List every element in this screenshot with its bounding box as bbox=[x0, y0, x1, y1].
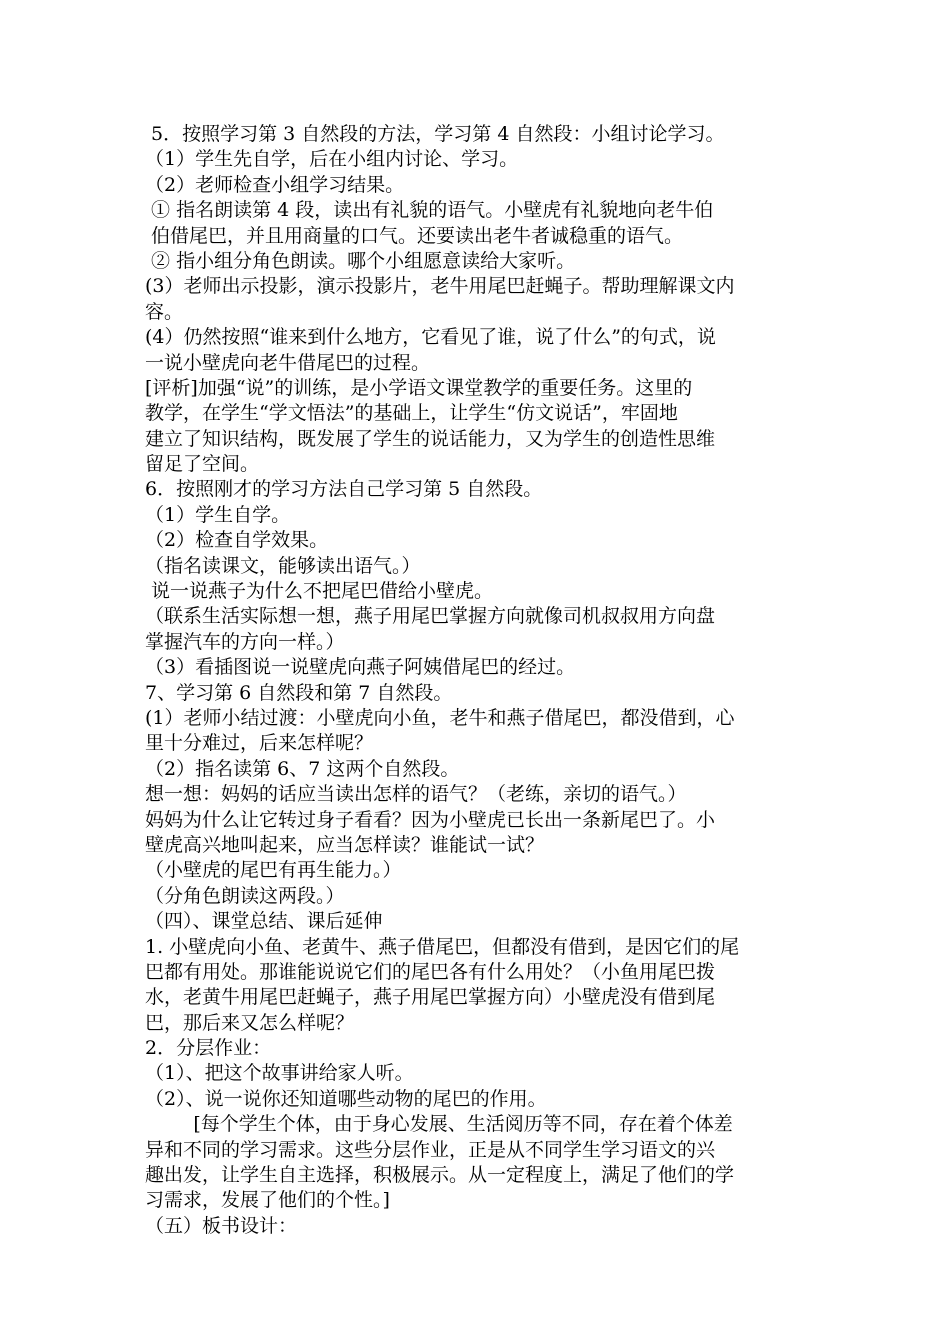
text-line: （指名读课文，能够读出语气。） bbox=[145, 554, 421, 577]
text-line: （五）板书设计： bbox=[145, 1214, 298, 1237]
text-line: 掌握汽车的方向一样。） bbox=[145, 630, 345, 653]
text-line: （2）、说一说你还知道哪些动物的尾巴的作用。 bbox=[145, 1087, 547, 1110]
text-line: 妈妈为什么让它转过身子看看？因为小壁虎已长出一条新尾巴了。小 bbox=[145, 808, 716, 831]
text-line: 异和不同的学习需求。这些分层作业，正是从不同学生学习语文的兴 bbox=[145, 1138, 716, 1161]
text-line: 习需求，发展了他们的个性。] bbox=[145, 1189, 390, 1212]
text-line: （1）学生自学。 bbox=[145, 503, 291, 526]
text-line: 趣出发，让学生自主选择，积极展示。从一定程度上，满足了他们的学 bbox=[145, 1164, 735, 1187]
text-line: 6．按照刚才的学习方法自己学习第 5 自然段。 bbox=[145, 478, 543, 501]
text-line: [评析]加强“说”的训练，是小学语文课堂教学的重要任务。这里的 bbox=[145, 376, 693, 399]
text-line: ① 指名朗读第 4 段，读出有礼貌的语气。小壁虎有礼貌地向老牛伯 bbox=[145, 199, 714, 222]
text-line: （分角色朗读这两段。） bbox=[145, 884, 345, 907]
text-line: 巴，那后来又怎么样呢？ bbox=[145, 1011, 355, 1034]
text-line: （3）看插图说一说壁虎向燕子阿姨借尾巴的经过。 bbox=[145, 656, 576, 679]
text-line: 水，老黄牛用尾巴赶蝇子，燕子用尾巴掌握方向）小壁虎没有借到尾 bbox=[145, 986, 716, 1009]
text-line: （四）、课堂总结、课后延伸 bbox=[145, 910, 383, 933]
text-line: 巴都有用处。那谁能说说它们的尾巴各有什么用处？（小鱼用尾巴拨 bbox=[145, 960, 716, 983]
text-line: 伯借尾巴，并且用商量的口气。还要读出老牛者诚稳重的语气。 bbox=[145, 224, 684, 247]
text-line: （2）指名读第 6、7 这两个自然段。 bbox=[145, 757, 460, 780]
text-line: （小壁虎的尾巴有再生能力。） bbox=[145, 859, 402, 882]
text-line: 说一说燕子为什么不把尾巴借给小壁虎。 bbox=[145, 580, 494, 603]
text-line: 里十分难过，后来怎样呢？ bbox=[145, 732, 374, 755]
text-line: 容。 bbox=[145, 300, 184, 323]
text-line: （2）老师检查小组学习结果。 bbox=[145, 173, 405, 196]
text-line: 想一想：妈妈的话应当读出怎样的语气？（老练，亲切的语气。） bbox=[145, 783, 687, 806]
text-line: （1）、把这个故事讲给家人听。 bbox=[145, 1062, 414, 1085]
text-line: （1）学生先自学，后在小组内讨论、学习。 bbox=[145, 148, 519, 171]
text-line: (1）老师小结过渡：小壁虎向小鱼，老牛和燕子借尾巴，都没借到，心 bbox=[145, 706, 735, 729]
text-line: 7、学习第 6 自然段和第 7 自然段。 bbox=[145, 681, 453, 704]
text-line: 2．分层作业： bbox=[145, 1037, 272, 1060]
text-line: 留足了空间。 bbox=[145, 453, 260, 476]
text-line: (3）老师出示投影，演示投影片，老牛用尾巴赶蝇子。帮助理解课文内 bbox=[145, 275, 735, 298]
text-line: [每个学生个体，由于身心发展、生活阅历等不同，存在着个体差 bbox=[145, 1113, 733, 1136]
text-line: （2）检查自学效果。 bbox=[145, 529, 329, 552]
text-line: 1. 小壁虎向小鱼、老黄牛、燕子借尾巴，但都没有借到，是因它们的尾 bbox=[145, 935, 740, 958]
text-line: 壁虎高兴地叫起来，应当怎样读？谁能试一试？ bbox=[145, 833, 545, 856]
text-line: (4）仍然按照“谁来到什么地方，它看见了谁，说了什么”的句式，说 bbox=[145, 326, 716, 349]
text-line: 5．按照学习第 3 自然段的方法，学习第 4 自然段：小组讨论学习。 bbox=[145, 123, 725, 145]
text-line: 一说小壁虎向老牛借尾巴的过程。 bbox=[145, 351, 431, 374]
document-body bbox=[145, 122, 815, 1239]
text-line: ② 指小组分角色朗读。哪个小组愿意读给大家听。 bbox=[145, 249, 576, 272]
text-line: 教学，在学生“学文悟法”的基础上，让学生“仿文说话”，牢固地 bbox=[145, 402, 678, 425]
text-line: （联系生活实际想一想，燕子用尾巴掌握方向就像司机叔叔用方向盘 bbox=[145, 605, 716, 628]
text-line: 建立了知识结构，既发展了学生的说话能力，又为学生的创造性思维 bbox=[145, 427, 716, 450]
